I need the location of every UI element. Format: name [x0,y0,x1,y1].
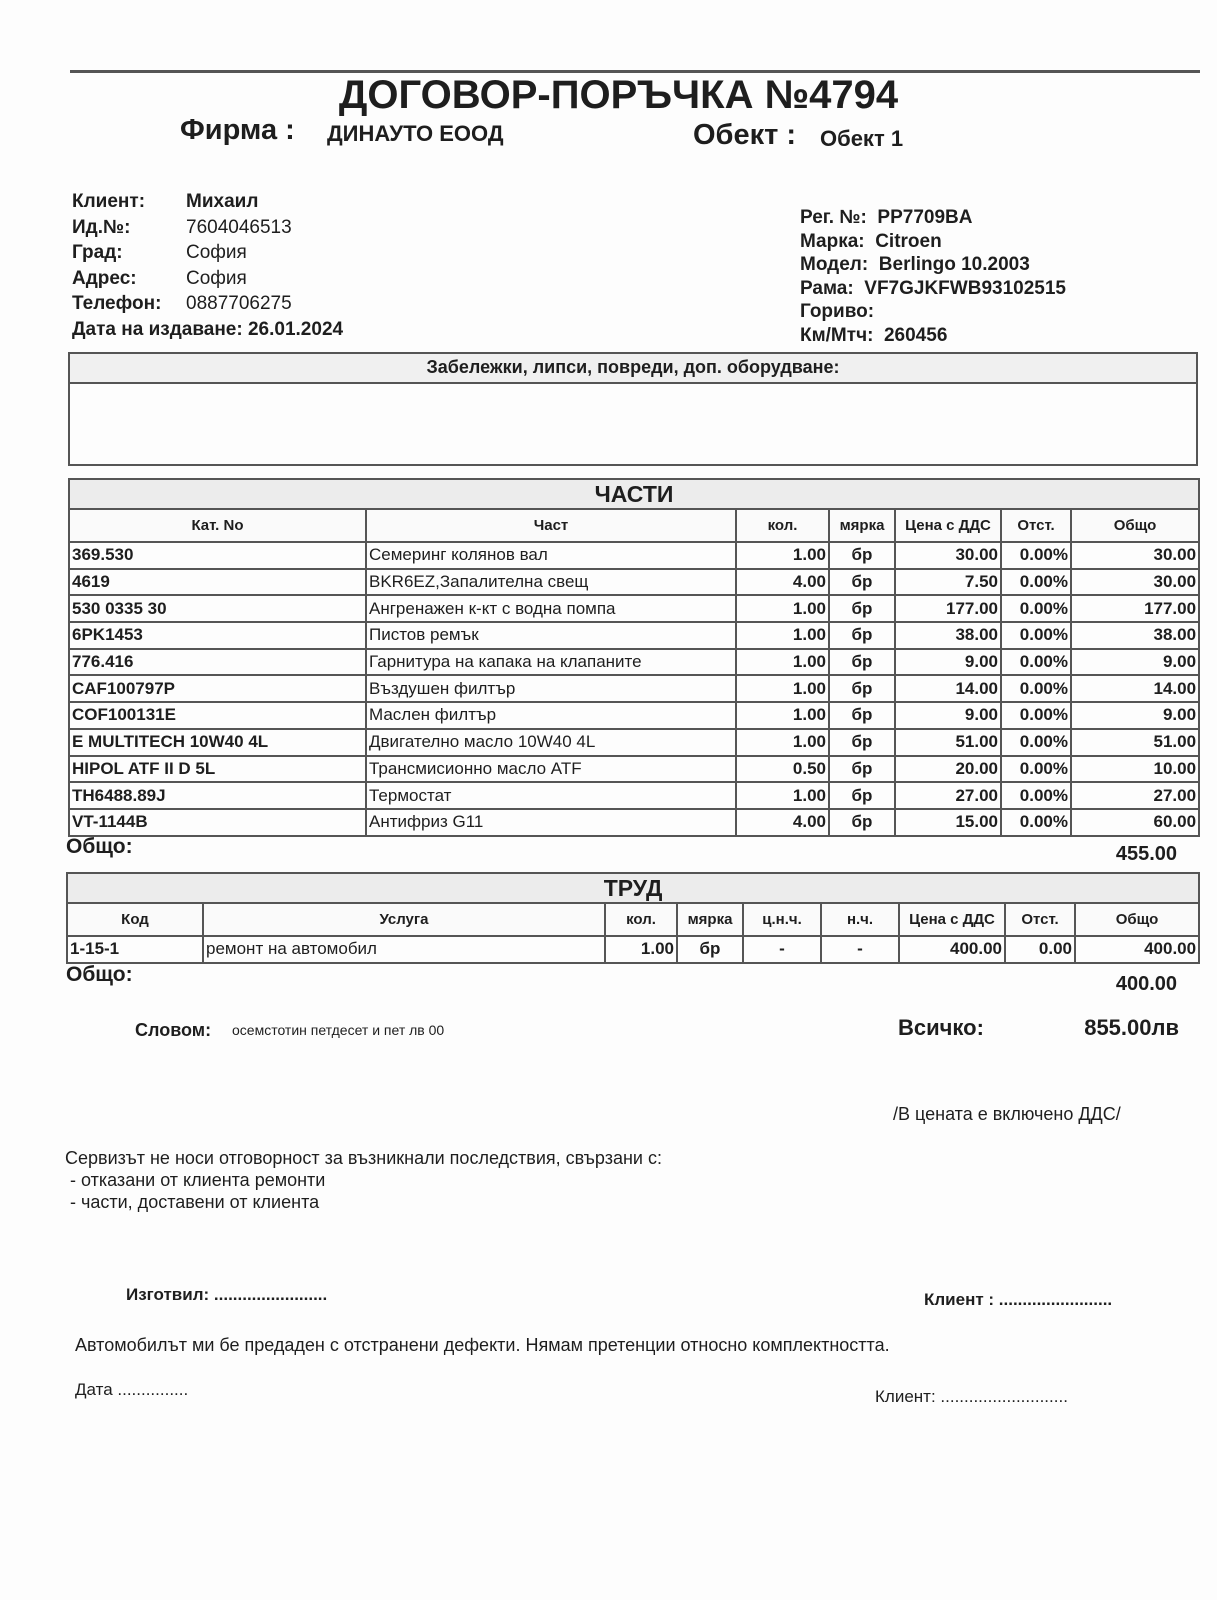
price: 15.00 [895,809,1001,836]
total: 14.00 [1071,675,1199,702]
part-name: Въздушен филтър [366,675,736,702]
col-total: Общо [1071,509,1199,542]
in-words-label: Словом: [135,1020,212,1040]
qty: 1.00 [736,702,829,729]
unit: бр [677,936,743,963]
price: 14.00 [895,675,1001,702]
unit: бр [829,756,895,783]
col-total: Общо [1075,903,1199,936]
table-row [69,782,1199,809]
client-phone-label: Телефон: [72,293,162,314]
hours: - [821,936,899,963]
issue-date: 26.01.2024 [247,318,344,340]
model-value: Berlingo 10.2003 [878,254,1030,275]
unit: бр [829,729,895,756]
firm-label: Фирма : [180,114,295,146]
discount: 0.00 [1005,936,1075,963]
price: 9.00 [895,702,1001,729]
col-part: Част [366,509,736,542]
cat-no: COF100131E [69,702,366,729]
notes-header: Забележки, липси, повреди, доп. оборудване: [70,354,1196,384]
discount: 0.00% [1001,729,1071,756]
object-label: Обект : [693,119,797,151]
client-name: Михаил [186,191,259,212]
firm-value: ДИНАУТО ЕООД [327,121,504,146]
reg-label: Рег. №: [800,207,867,228]
part-name: Ангренажен к-кт с водна помпа [366,595,736,622]
part-name: BKR6EZ,Запалителна свещ [366,569,736,596]
notes-box [68,352,1198,466]
unit: бр [829,542,895,569]
discount: 0.00% [1001,649,1071,676]
part-name: Двигателно масло 10W40 4L [366,729,736,756]
part-name: Термостат [366,782,736,809]
qty: 4.00 [736,569,829,596]
unit: бр [829,809,895,836]
qty: 1.00 [736,782,829,809]
qty: 1.00 [736,649,829,676]
unit: бр [829,595,895,622]
service-name: ремонт на автомобил [203,936,605,963]
col-unit: мярка [677,903,743,936]
qty: 1.00 [736,729,829,756]
discount: 0.00% [1001,595,1071,622]
total: 51.00 [1071,729,1199,756]
disclaimer-line: - отказани от клиента ремонти [65,1170,326,1190]
km-value: 260456 [883,324,948,346]
cat-no: 530 0335 30 [69,595,366,622]
service-code: 1-15-1 [67,936,203,963]
price: 400.00 [899,936,1005,963]
parts-sum: 455.00 [1115,843,1177,865]
cat-no: 6PK1453 [69,622,366,649]
cat-no: E MULTITECH 10W40 4L [69,729,366,756]
client-city: София [186,242,247,263]
client-address: София [186,267,247,289]
cat-no: TH6488.89J [69,782,366,809]
cat-no: 776.416 [69,649,366,676]
grand-total: 855.00лв [1084,1015,1179,1040]
table-row [69,756,1199,783]
cat-no: CAF100797P [69,675,366,702]
part-name: Маслен филтър [366,702,736,729]
col-qty: кол. [736,509,829,542]
cat-no: 4619 [69,569,366,596]
discount: 0.00% [1001,702,1071,729]
discount: 0.00% [1001,809,1071,836]
client-signature: Клиент : ........................ [924,1290,1113,1309]
qty: 1.00 [736,595,829,622]
total: 9.00 [1071,702,1199,729]
parts-sum-label: Общо: [66,835,133,858]
table-row [69,809,1199,836]
discount: 0.00% [1001,542,1071,569]
price: 7.50 [895,569,1001,596]
in-words: осемстотин петдесет и пет лв 00 [232,1022,445,1038]
discount: 0.00% [1001,622,1071,649]
total: 10.00 [1071,756,1199,783]
prepared-by-signature: Изготвил: ........................ [126,1285,328,1304]
object-value: Обект 1 [820,126,904,151]
client-city-label: Град: [72,242,123,263]
disclaimer-line: - части, доставени от клиента [65,1192,320,1212]
col-rate: ц.н.ч. [743,903,821,936]
price: 51.00 [895,729,1001,756]
make-label: Марка: [800,230,865,252]
col-disc: Отст. [1001,509,1071,542]
col-code: Код [67,903,203,936]
qty: 1.00 [605,936,677,963]
client-id: 7604046513 [186,216,292,238]
vehicle-info [800,206,1066,347]
client-signature-2: Клиент: ........................... [875,1387,1068,1406]
total: 38.00 [1071,622,1199,649]
qty: 1.00 [736,675,829,702]
qty: 1.00 [736,542,829,569]
part-name: Антифриз G11 [366,809,736,836]
disclaimer-line: Сервизът не носи отговорност за възникнали последствия, свързани с: [65,1148,662,1168]
col-disc: Отст. [1005,903,1075,936]
model-label: Модел: [800,254,869,275]
labor-sum-label: Общо: [66,963,133,986]
total: 177.00 [1071,595,1199,622]
part-name: Семеринг колянов вал [366,542,736,569]
unit: бр [829,675,895,702]
total: 30.00 [1071,569,1199,596]
qty: 1.00 [736,622,829,649]
part-name: Гарнитура на капака на клапаните [366,649,736,676]
col-hours: н.ч. [821,903,899,936]
handover-statement: Автомобилът ми бе предаден с отстранени дефекти. Нямам претенции относно комплектността. [75,1335,890,1355]
client-id-label: Ид.№: [72,216,131,238]
col-cat: Кат. No [69,509,366,542]
discount: 0.00% [1001,756,1071,783]
cat-no: 369.530 [69,542,366,569]
document-title: ДОГОВОР-ПОРЪЧКА №4794 [338,73,899,117]
price: 30.00 [895,542,1001,569]
date-signature: Дата ............... [75,1380,189,1399]
table-row [67,936,1199,963]
unit: бр [829,782,895,809]
table-row [69,675,1199,702]
price: 9.00 [895,649,1001,676]
discount: 0.00% [1001,675,1071,702]
vin-value: VF7GJKFWB93102515 [864,277,1066,299]
price: 27.00 [895,782,1001,809]
discount: 0.00% [1001,782,1071,809]
cat-no: HIPOL ATF II D 5L [69,756,366,783]
vat-note: /В цената е включено ДДС/ [893,1104,1121,1124]
total: 60.00 [1071,809,1199,836]
disclaimer [65,1147,662,1213]
vin-label: Рама: [800,277,854,299]
unit: бр [829,569,895,596]
table-row [69,622,1199,649]
price: 177.00 [895,595,1001,622]
table-row [69,542,1199,569]
client-name-label: Клиент: [72,191,146,212]
col-price: Цена с ДДС [899,903,1005,936]
fuel-label: Гориво: [800,301,875,322]
col-price: Цена с ДДС [895,509,1001,542]
col-qty: кол. [605,903,677,936]
labor-sum: 400.00 [1115,973,1177,995]
issue-date-label: Дата на издаване: [72,318,243,340]
table-row [69,649,1199,676]
price: 20.00 [895,756,1001,783]
client-info [72,189,343,342]
part-name: Трансмисионно масло ATF [366,756,736,783]
reg-value: PP7709BA [877,207,973,228]
table-row [69,702,1199,729]
col-service: Услуга [203,903,605,936]
total: 400.00 [1075,936,1199,963]
hour-rate: - [743,936,821,963]
part-name: Пистов ремък [366,622,736,649]
parts-title: ЧАСТИ [69,479,1199,509]
table-row [69,569,1199,596]
labor-table [66,872,1198,964]
qty: 4.00 [736,809,829,836]
labor-title: ТРУД [67,873,1199,903]
cat-no: VT-1144B [69,809,366,836]
grand-total-label: Всичко: [898,1015,984,1040]
client-phone: 0887706275 [186,293,292,314]
unit: бр [829,649,895,676]
discount: 0.00% [1001,569,1071,596]
total: 30.00 [1071,542,1199,569]
qty: 0.50 [736,756,829,783]
client-address-label: Адрес: [72,267,137,289]
unit: бр [829,702,895,729]
total: 9.00 [1071,649,1199,676]
table-row [69,729,1199,756]
parts-table [68,478,1198,837]
table-row [69,595,1199,622]
unit: бр [829,622,895,649]
total: 27.00 [1071,782,1199,809]
col-unit: мярка [829,509,895,542]
km-label: Км/Мтч: [800,324,874,346]
make-value: Citroen [875,230,942,252]
price: 38.00 [895,622,1001,649]
